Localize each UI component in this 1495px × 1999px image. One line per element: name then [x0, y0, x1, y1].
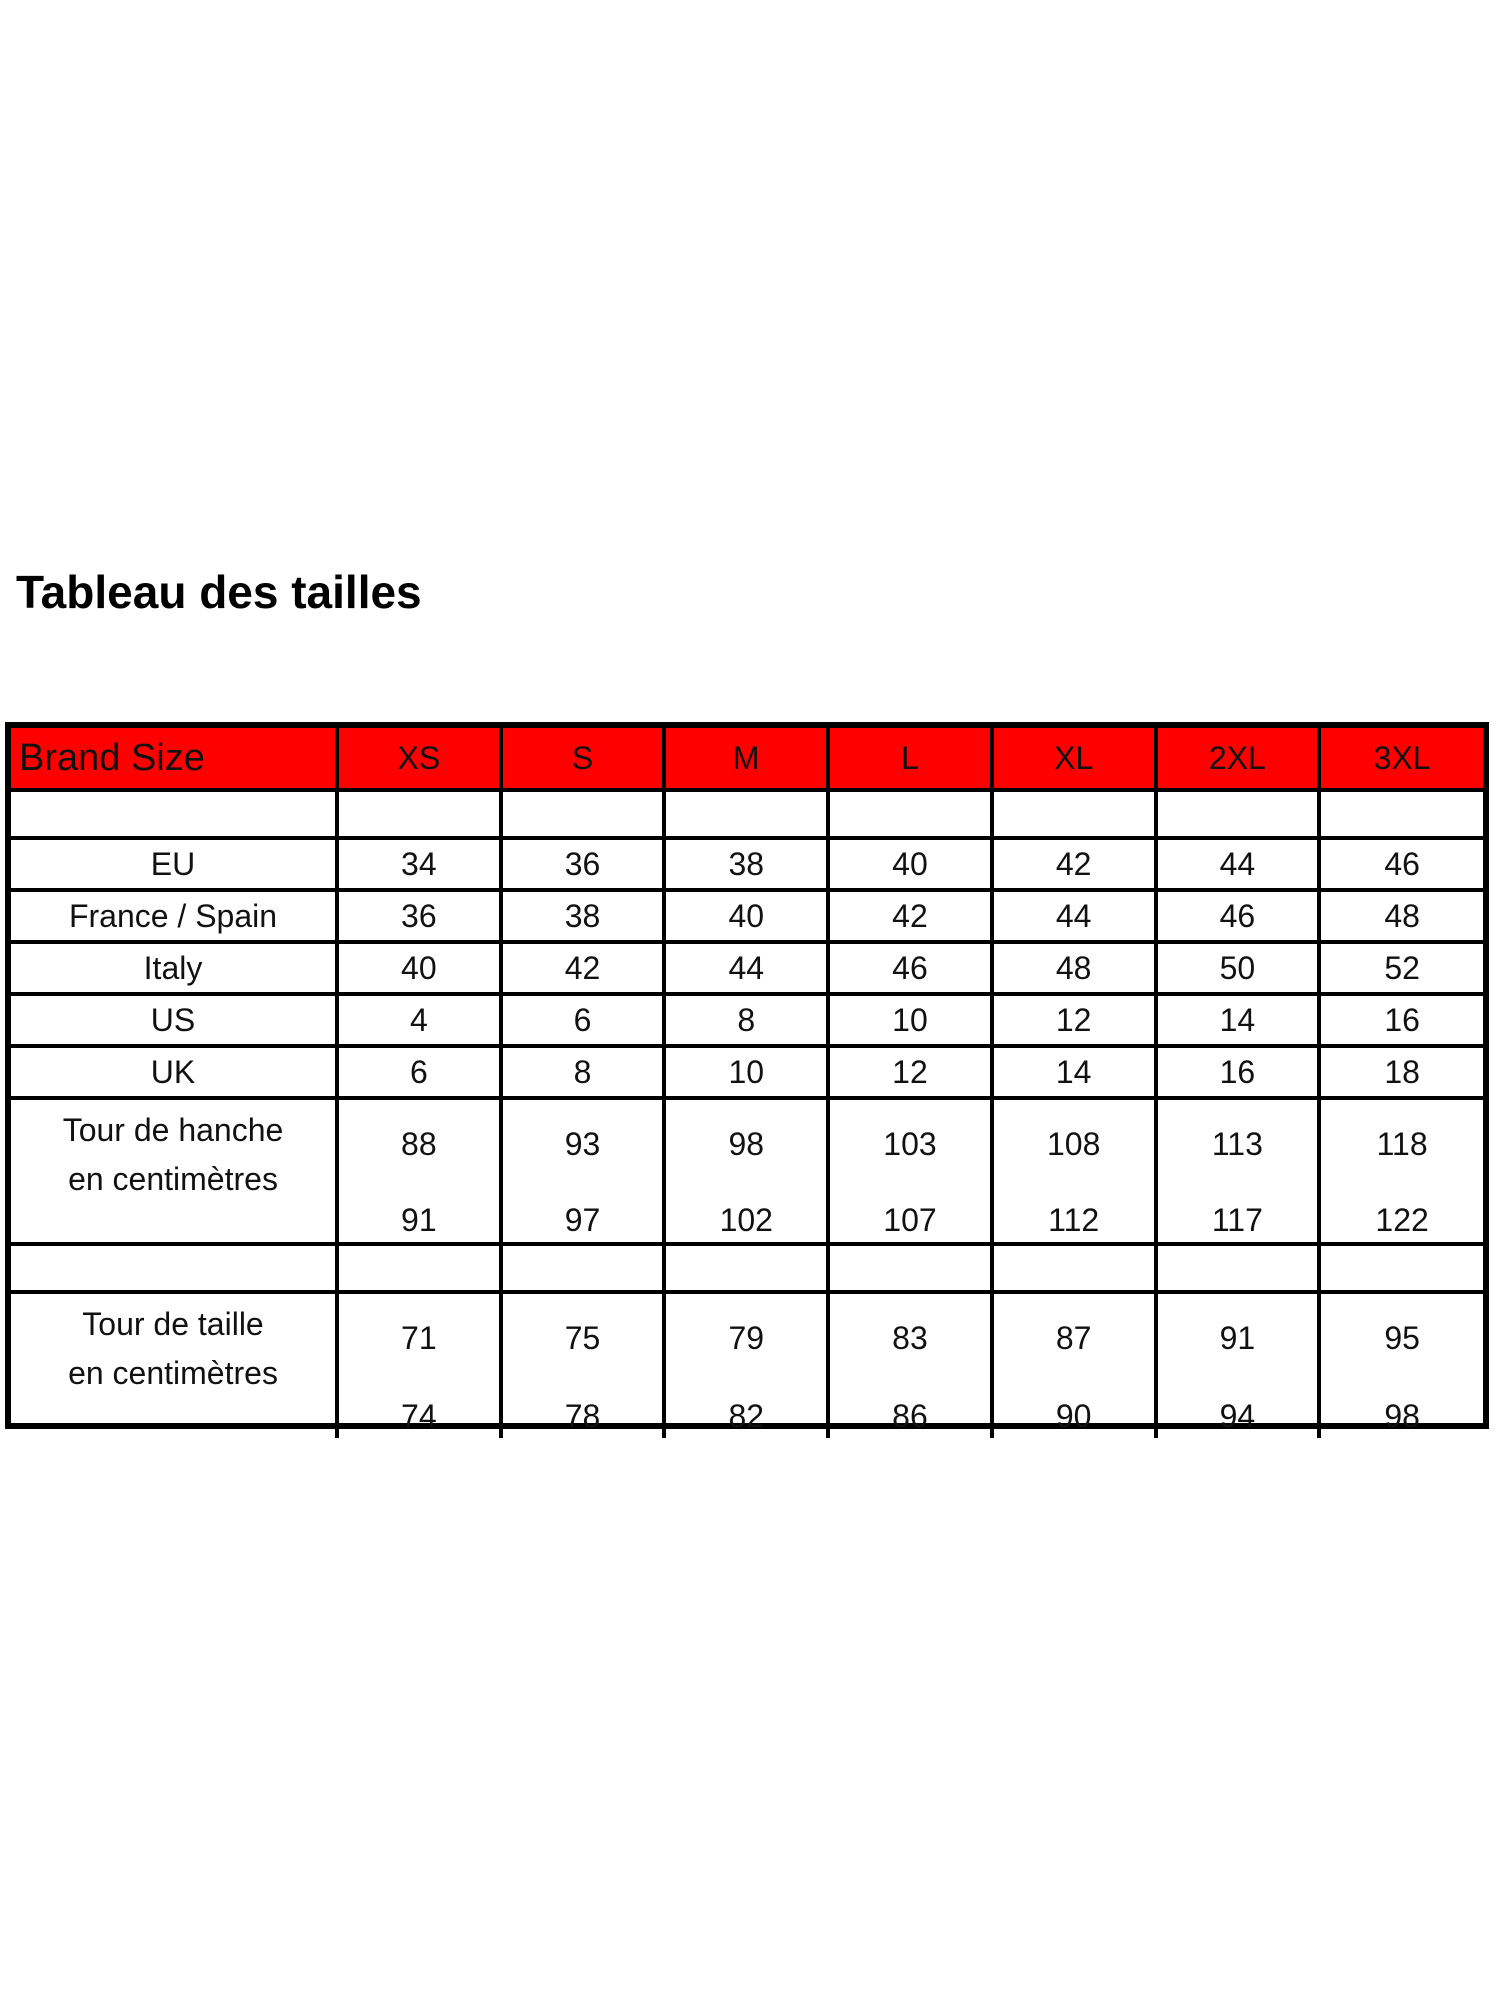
table-cell: 40 — [828, 838, 992, 890]
empty-cell — [11, 790, 337, 838]
table-cell: 6 — [337, 1046, 501, 1098]
empty-cell — [11, 1244, 337, 1292]
waist-min-value: 75 — [564, 1320, 601, 1356]
table-cell: 38 — [501, 890, 665, 942]
hip-max-value: 102 — [719, 1202, 773, 1238]
table-cell: 46 — [1319, 838, 1483, 890]
table-cell: 44 — [1156, 838, 1320, 890]
empty-cell — [664, 1244, 828, 1292]
waist-max-value: 86 — [892, 1398, 928, 1434]
hip-max-value: 91 — [401, 1202, 437, 1238]
spacer-row — [11, 790, 1483, 838]
waist-label-cell — [11, 1292, 337, 1438]
table-cell: 42 — [501, 942, 665, 994]
table-row-waist — [11, 1292, 1483, 1438]
table-cell — [337, 1098, 501, 1244]
hip-max-value: 97 — [564, 1202, 601, 1238]
empty-cell — [337, 1244, 501, 1292]
size-chart-table — [5, 722, 1489, 1434]
table-cell — [501, 1292, 665, 1438]
empty-cell — [828, 1244, 992, 1292]
table-cell: 10 — [664, 1046, 828, 1098]
size-header-xs: XS — [337, 728, 501, 790]
table-cell: 14 — [1156, 994, 1320, 1046]
page-title: Tableau des tailles — [16, 566, 422, 618]
header-row — [11, 728, 1483, 790]
table-row-hip — [11, 1098, 1483, 1244]
table-cell — [828, 1098, 992, 1244]
hip-max-value: 107 — [883, 1202, 937, 1238]
empty-cell — [992, 1244, 1156, 1292]
row-label: US — [11, 994, 337, 1046]
hip-min-value: 103 — [883, 1126, 937, 1162]
waist-max-value: 98 — [1384, 1398, 1420, 1434]
hip-min-value: 108 — [1046, 1126, 1101, 1162]
waist-min-value: 83 — [892, 1320, 928, 1356]
hip-min-value: 113 — [1211, 1126, 1263, 1162]
table-row-france-spain — [11, 890, 1483, 942]
table-cell: 50 — [1156, 942, 1320, 994]
table-cell: 8 — [664, 994, 828, 1046]
table-cell: 36 — [501, 838, 665, 890]
hip-min-value: 93 — [564, 1126, 601, 1162]
table-cell — [828, 1292, 992, 1438]
table-cell: 10 — [828, 994, 992, 1046]
table-row-uk — [11, 1046, 1483, 1098]
table-cell — [501, 1098, 665, 1244]
empty-cell — [501, 790, 665, 838]
table-cell: 40 — [664, 890, 828, 942]
table-cell: 40 — [337, 942, 501, 994]
size-header-2xl: 2XL — [1156, 728, 1320, 790]
waist-label-line1: Tour de taille — [82, 1306, 264, 1342]
table-cell — [337, 1292, 501, 1438]
hip-max-value: 112 — [1048, 1202, 1100, 1238]
empty-cell — [1319, 1244, 1483, 1292]
size-header-xl: XL — [992, 728, 1156, 790]
table-cell — [1156, 1292, 1320, 1438]
table-cell: 42 — [828, 890, 992, 942]
table-cell — [992, 1292, 1156, 1438]
table-cell: 46 — [1156, 890, 1320, 942]
hip-max-value: 117 — [1211, 1202, 1263, 1238]
size-header-3xl: 3XL — [1319, 728, 1483, 790]
table-cell — [664, 1292, 828, 1438]
empty-cell — [1156, 790, 1320, 838]
table-cell: 12 — [828, 1046, 992, 1098]
hip-label-cell — [11, 1098, 337, 1244]
table-cell: 46 — [828, 942, 992, 994]
table-cell: 4 — [337, 994, 501, 1046]
row-label: Italy — [11, 942, 337, 994]
table-row-us — [11, 994, 1483, 1046]
size-header-m: M — [664, 728, 828, 790]
hip-min-value: 88 — [401, 1126, 437, 1162]
empty-cell — [828, 790, 992, 838]
table-cell: 18 — [1319, 1046, 1483, 1098]
brand-size-header: Brand Size — [11, 728, 337, 790]
waist-min-value: 91 — [1219, 1320, 1256, 1356]
hip-label-line2: en centimètres — [68, 1161, 278, 1197]
table-row-italy — [11, 942, 1483, 994]
table-cell — [664, 1098, 828, 1244]
table-cell: 14 — [992, 1046, 1156, 1098]
table-cell: 48 — [992, 942, 1156, 994]
table-cell: 12 — [992, 994, 1156, 1046]
hip-min-value: 98 — [728, 1126, 765, 1162]
table-cell: 16 — [1319, 994, 1483, 1046]
table-cell: 38 — [664, 838, 828, 890]
waist-min-value: 79 — [728, 1320, 765, 1356]
empty-cell — [1319, 790, 1483, 838]
size-header-s: S — [501, 728, 665, 790]
table-cell — [1319, 1292, 1483, 1438]
empty-cell — [992, 790, 1156, 838]
hip-min-value: 118 — [1376, 1126, 1428, 1162]
size-table — [11, 728, 1483, 1438]
table-cell: 16 — [1156, 1046, 1320, 1098]
table-row-eu — [11, 838, 1483, 890]
empty-cell — [664, 790, 828, 838]
empty-cell — [1156, 1244, 1320, 1292]
table-cell: 6 — [501, 994, 665, 1046]
row-label: UK — [11, 1046, 337, 1098]
table-cell: 8 — [501, 1046, 665, 1098]
waist-min-value: 87 — [1055, 1320, 1092, 1356]
waist-label-line2: en centimètres — [68, 1355, 278, 1391]
waist-max-value: 94 — [1219, 1398, 1256, 1434]
size-header-l: L — [828, 728, 992, 790]
spacer-row — [11, 1244, 1483, 1292]
waist-max-value: 90 — [1055, 1398, 1092, 1434]
row-label: EU — [11, 838, 337, 890]
waist-max-value: 82 — [728, 1398, 765, 1434]
table-cell: 36 — [337, 890, 501, 942]
table-cell — [992, 1098, 1156, 1244]
table-cell: 44 — [664, 942, 828, 994]
table-cell — [1319, 1098, 1483, 1244]
waist-max-value: 78 — [564, 1398, 601, 1434]
table-cell: 34 — [337, 838, 501, 890]
waist-min-value: 95 — [1384, 1320, 1420, 1356]
table-cell: 52 — [1319, 942, 1483, 994]
hip-label-line1: Tour de hanche — [62, 1112, 284, 1148]
empty-cell — [337, 790, 501, 838]
waist-min-value: 71 — [401, 1320, 437, 1356]
table-cell: 44 — [992, 890, 1156, 942]
empty-cell — [501, 1244, 665, 1292]
hip-max-value: 122 — [1375, 1202, 1429, 1238]
table-cell: 48 — [1319, 890, 1483, 942]
row-label: France / Spain — [11, 890, 337, 942]
table-cell: 42 — [992, 838, 1156, 890]
table-cell — [1156, 1098, 1320, 1244]
waist-max-value: 74 — [401, 1398, 437, 1434]
